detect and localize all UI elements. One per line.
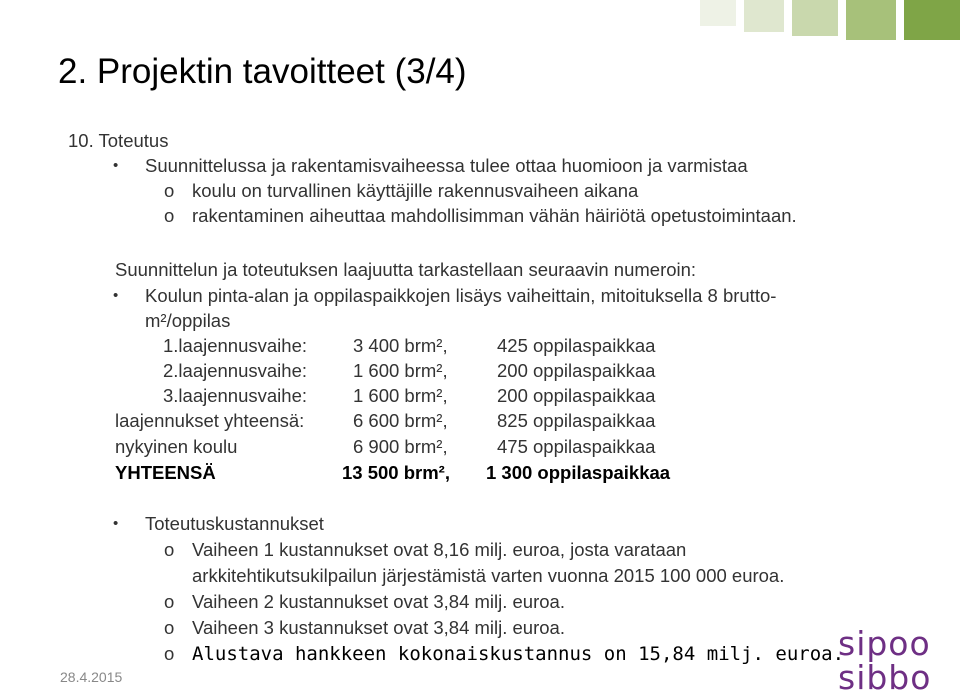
row-label: laajennukset yhteensä: <box>115 410 305 431</box>
row-places: 825 oppilaspaikkaa <box>497 410 656 431</box>
logo-text-sipoo: sipoo <box>838 624 931 663</box>
sub-bullet-glyph: o <box>164 617 175 638</box>
sub-bullet-text: Vaiheen 3 kustannukset ovat 3,84 milj. euroa. <box>192 617 565 638</box>
deco-square <box>792 0 838 36</box>
bullet-text: Suunnittelussa ja rakentamisvaiheessa tulee ottaa huomioon ja varmistaa <box>145 155 748 176</box>
row-label: 2.laajennusvaihe: <box>163 360 307 381</box>
sub-bullet-text: Vaiheen 1 kustannukset ovat 8,16 milj. euroa, josta varataan <box>192 539 687 560</box>
sub-bullet-text-continued: arkkitehtikutsukilpailun järjestämistä varten vuonna 2015 100 000 euroa. <box>192 565 785 586</box>
slide-title: 2. Projektin tavoitteet (3/4) <box>58 52 467 91</box>
total-area: 13 500 brm², <box>342 462 450 483</box>
row-area: 1 600 brm², <box>353 385 448 406</box>
corner-decoration <box>700 0 960 40</box>
row-places: 475 oppilaspaikkaa <box>497 436 656 457</box>
row-places: 200 oppilaspaikkaa <box>497 360 656 381</box>
bullet-text-continued: m²/oppilas <box>145 310 231 331</box>
row-area: 6 900 brm², <box>353 436 448 457</box>
bullet-text: Toteutuskustannukset <box>145 513 324 534</box>
bullet-glyph: • <box>113 287 119 304</box>
logo-text-sibbo: sibbo <box>838 658 932 697</box>
sub-bullet-text: Vaiheen 2 kustannukset ovat 3,84 milj. euroa. <box>192 591 565 612</box>
sub-bullet-glyph: o <box>164 205 175 226</box>
deco-square <box>744 0 784 32</box>
sub-bullet-text: Alustava hankkeen kokonaiskustannus on 15,84 milj. euroa. <box>192 643 845 665</box>
deco-square <box>700 0 736 26</box>
row-label: nykyinen koulu <box>115 436 238 457</box>
sub-bullet-glyph: o <box>164 643 175 664</box>
deco-square <box>904 0 960 40</box>
bullet-glyph: • <box>113 515 119 532</box>
sub-bullet-text: koulu on turvallinen käyttäjille rakennusvaiheen aikana <box>192 180 639 201</box>
row-label: 1.laajennusvaihe: <box>163 335 307 356</box>
row-places: 200 oppilaspaikkaa <box>497 385 656 406</box>
row-places: 425 oppilaspaikkaa <box>497 335 656 356</box>
sub-bullet-glyph: o <box>164 539 175 560</box>
section-heading: 10. Toteutus <box>68 130 169 151</box>
total-label: YHTEENSÄ <box>115 462 216 483</box>
row-area: 6 600 brm², <box>353 410 448 431</box>
sub-bullet-glyph: o <box>164 180 175 201</box>
scope-intro: Suunnittelun ja toteutuksen laajuutta tarkastellaan seuraavin numeroin: <box>115 259 697 280</box>
sipoo-sibbo-logo <box>828 624 948 697</box>
sub-bullet-glyph: o <box>164 591 175 612</box>
sub-bullet-text: rakentaminen aiheuttaa mahdollisimman vähän häiriötä opetustoimintaan. <box>192 205 797 226</box>
deco-square <box>846 0 896 40</box>
bullet-glyph: • <box>113 157 119 174</box>
slide-date: 28.4.2015 <box>60 669 123 685</box>
bullet-text: Koulun pinta-alan ja oppilaspaikkojen lisäys vaiheittain, mitoituksella 8 brutto- <box>145 285 777 306</box>
row-area: 1 600 brm², <box>353 360 448 381</box>
total-places: 1 300 oppilaspaikkaa <box>486 462 671 483</box>
row-area: 3 400 brm², <box>353 335 448 356</box>
row-label: 3.laajennusvaihe: <box>163 385 307 406</box>
